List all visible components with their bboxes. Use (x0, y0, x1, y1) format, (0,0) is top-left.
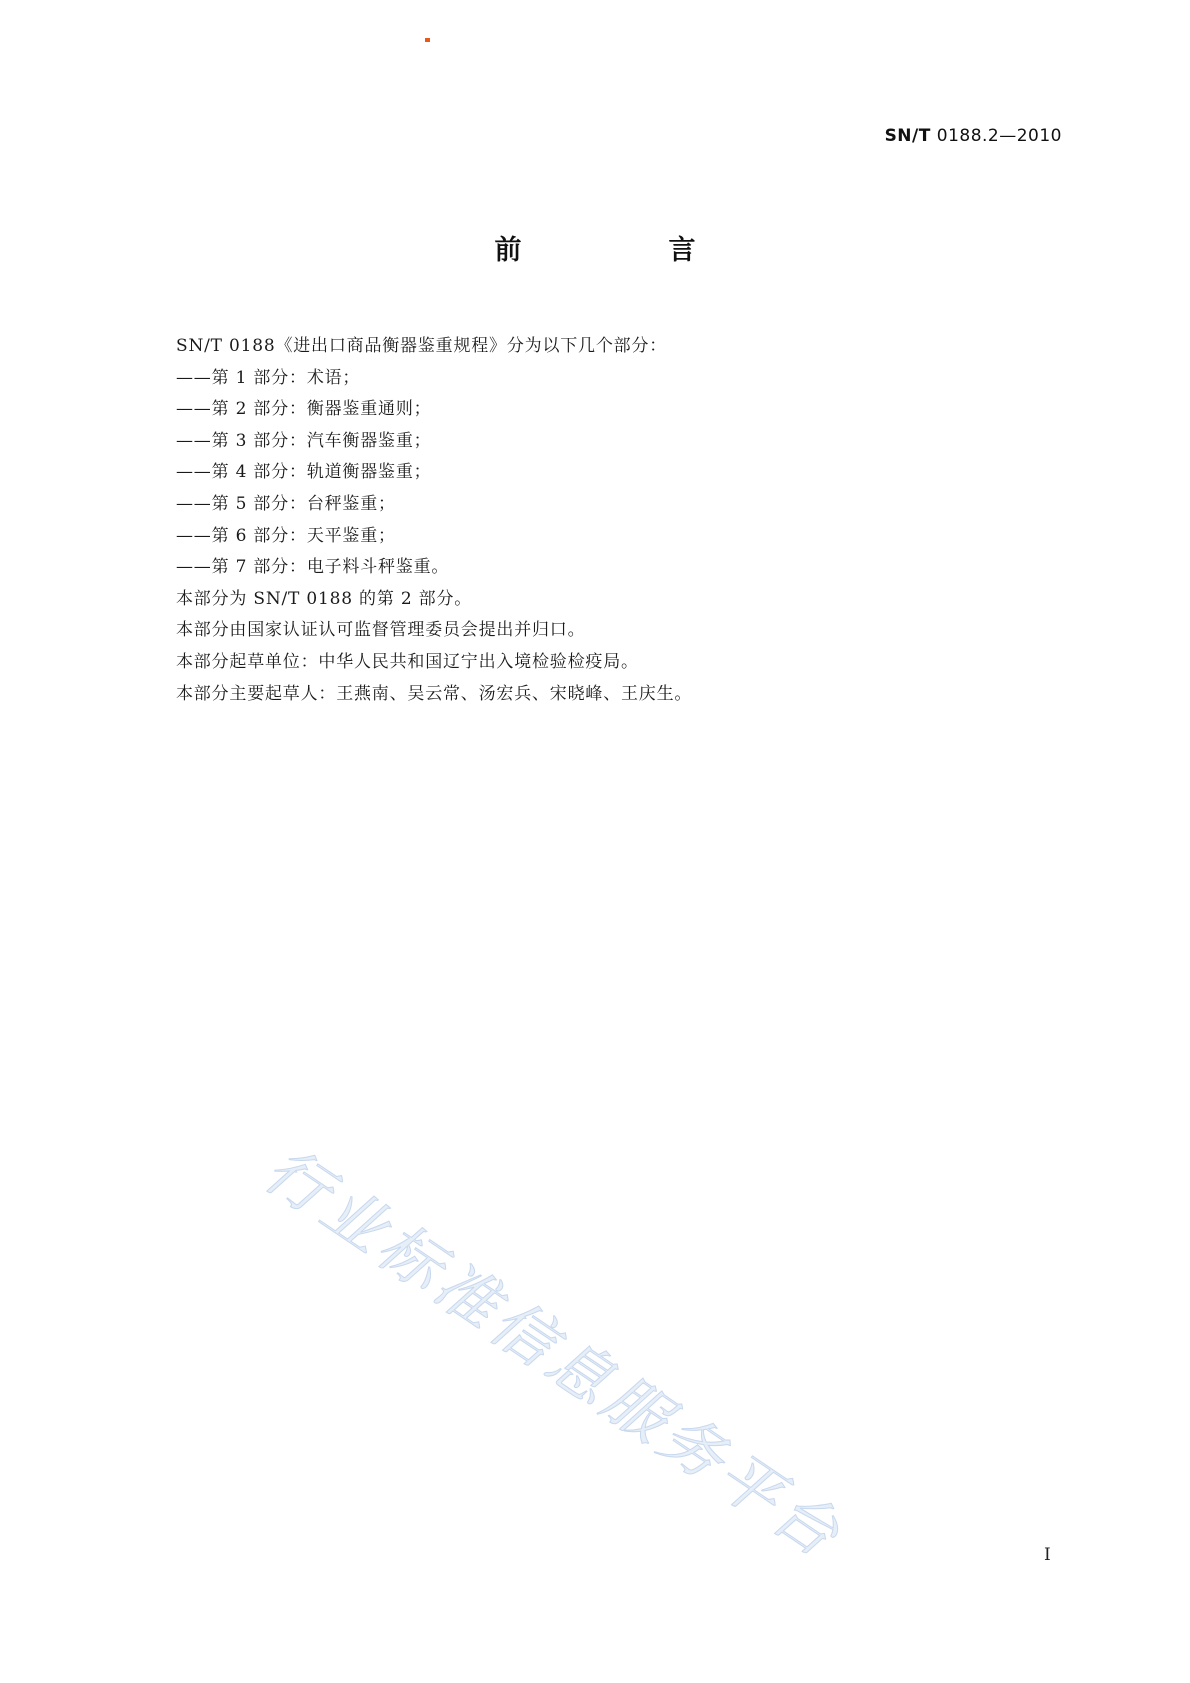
foreword-body (176, 331, 1056, 710)
part-item-2: ——第 2 部分：衡器鉴重通则； (176, 399, 432, 420)
intro-line: SN/T 0188《进出口商品衡器鉴重规程》分为以下几个部分： (176, 336, 668, 356)
part-statement: 本部分为 SN/T 0188 的第 2 部分。 (176, 588, 473, 609)
standard-code-prefix: SN/T (884, 126, 931, 146)
part-item-4: ——第 4 部分：轨道衡器鉴重； (176, 462, 432, 483)
part-item-3: ——第 3 部分：汽车衡器鉴重； (176, 430, 432, 451)
part-item-1: ——第 1 部分：术语； (176, 367, 361, 388)
proposer-statement: 本部分由国家认证认可监督管理委员会提出并归口。 (176, 620, 586, 641)
page-number: I (1044, 1545, 1051, 1565)
watermark: 行业标准信息服务平台 (251, 1132, 857, 1574)
part-item-7: ——第 7 部分：电子料斗秤鉴重。 (176, 557, 450, 578)
standard-code (885, 126, 1062, 146)
page-title: 前 言 (494, 235, 756, 266)
drafting-unit: 本部分起草单位：中华人民共和国辽宁出入境检验检疫局。 (176, 651, 639, 672)
standard-code-number: 0188.2—2010 (936, 126, 1062, 146)
corner-mark (425, 38, 430, 42)
part-item-6: ——第 6 部分：天平鉴重； (176, 525, 396, 546)
part-item-5: ——第 5 部分：台秤鉴重； (176, 493, 396, 514)
drafters: 本部分主要起草人：王燕南、吴云常、汤宏兵、宋晓峰、王庆生。 (176, 683, 693, 704)
